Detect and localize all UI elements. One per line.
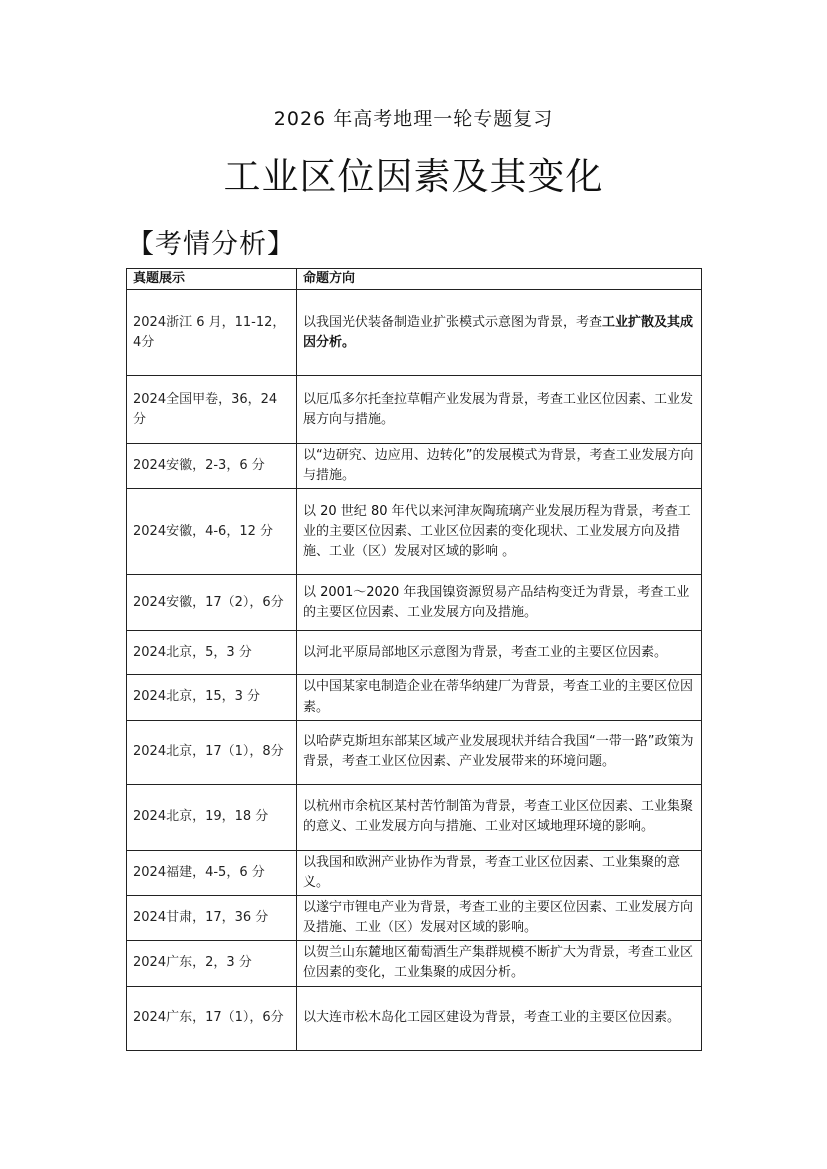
direction-text: 以大连市松木岛化工园区建设为背景，考查工业的主要区位因素。: [303, 1009, 681, 1025]
exam-source-cell: 2024全国甲卷，36，24分: [127, 376, 297, 444]
direction-cell: [297, 895, 702, 940]
document-subtitle: 2026 年高考地理一轮专题复习: [273, 108, 554, 130]
exam-source-cell: 2024甘肃，17，36 分: [127, 895, 297, 940]
exam-source-cell: 2024广东，17（1），6分: [127, 986, 297, 1050]
section-heading: 【考情分析】: [127, 229, 295, 260]
direction-text: 以 20 世纪 80 年代以来河津灰陶琉璃产业发展历程为背景，考查工业的主要区位因素、工业区位因素的变化现状、工业发展方向及措施、工业（区）发展对区域的影响 。: [303, 503, 691, 559]
table-row: [127, 895, 702, 940]
column-header-direction: 命题方向: [297, 269, 702, 290]
direction-cell: [297, 489, 702, 575]
exam-analysis-table: [126, 268, 702, 1051]
exam-source-cell: 2024北京，17（1），8分: [127, 720, 297, 784]
table-row: [127, 675, 702, 720]
exam-source-cell: 2024北京，15，3 分: [127, 675, 297, 720]
table-row: [127, 444, 702, 489]
direction-cell: [297, 290, 702, 376]
direction-text: 以我国和欧洲产业协作为背景，考查工业区位因素、工业集聚的意义。: [303, 854, 681, 890]
exam-source-cell: 2024浙江 6 月，11-12，4分: [127, 290, 297, 376]
direction-cell: [297, 444, 702, 489]
exam-source-cell: 2024广东，2，3 分: [127, 941, 297, 986]
exam-source-cell: 2024安徽，4-6，12 分: [127, 489, 297, 575]
table-row: [127, 631, 702, 675]
direction-text: 以遂宁市锂电产业为背景，考查工业的主要区位因素、工业发展方向及措施、工业（区）发展对区域的影响。: [303, 899, 694, 936]
direction-emphasis: 工业扩散及其成因分析。: [303, 314, 694, 350]
direction-cell: [297, 631, 702, 675]
direction-text: 以杭州市余杭区某村苦竹制笛为背景，考查工业区位因素、工业集聚的意义、工业发展方向与措施、工业对区域地理环境的影响。: [303, 799, 694, 835]
exam-source-cell: 2024福建，4-5，6 分: [127, 850, 297, 895]
direction-cell: [297, 986, 702, 1050]
direction-text: 以 2001～2020 年我国镍资源贸易产品结构变迁为背景，考查工业的主要区位因素、工业发展方向及措施。: [303, 584, 690, 620]
document-title: 工业区位因素及其变化: [223, 155, 604, 198]
table-row: [127, 986, 702, 1050]
direction-cell: [297, 575, 702, 631]
direction-cell: [297, 850, 702, 895]
exam-source-cell: 2024北京，5，3 分: [127, 631, 297, 675]
exam-source-cell: 2024北京，19，18 分: [127, 784, 297, 850]
table-header-row: [127, 269, 702, 290]
table-row: [127, 575, 702, 631]
direction-text: 以贺兰山东麓地区葡萄酒生产集群规模不断扩大为背景，考查工业区位因素的变化，工业集聚的成因分析。: [303, 945, 694, 981]
direction-text: 以厄瓜多尔托奎拉草帽产业发展为背景，考查工业区位因素、工业发展方向与措施。: [303, 391, 694, 427]
table-row: [127, 489, 702, 575]
table-row: [127, 376, 702, 444]
table-row: [127, 784, 702, 850]
direction-text: 以哈萨克斯坦东部某区域产业发展现状并结合我国“一带一路”政策为背景，考查工业区位因素、产业发展带来的环境问题。: [303, 734, 694, 770]
direction-text: 以河北平原局部地区示意图为背景，考查工业的主要区位因素。: [303, 644, 668, 660]
direction-cell: [297, 675, 702, 720]
direction-text: 以“边研究、边应用、边转化”的发展模式为背景，考查工业发展方向与措施。: [303, 448, 694, 484]
exam-source-cell: 2024安徽，2-3，6 分: [127, 444, 297, 489]
direction-cell: [297, 941, 702, 986]
direction-text: 以我国光伏装备制造业扩张模式示意图为背景，考查: [303, 314, 603, 330]
table-row: [127, 941, 702, 986]
table-row: [127, 720, 702, 784]
exam-source-cell: 2024安徽，17（2），6分: [127, 575, 297, 631]
direction-cell: [297, 376, 702, 444]
direction-cell: [297, 784, 702, 850]
table-row: [127, 850, 702, 895]
table-row: [127, 290, 702, 376]
direction-text: 以中国某家电制造企业在蒂华纳建厂为背景，考查工业的主要区位因素。: [303, 679, 694, 715]
direction-cell: [297, 720, 702, 784]
column-header-source: 真题展示: [127, 269, 297, 290]
